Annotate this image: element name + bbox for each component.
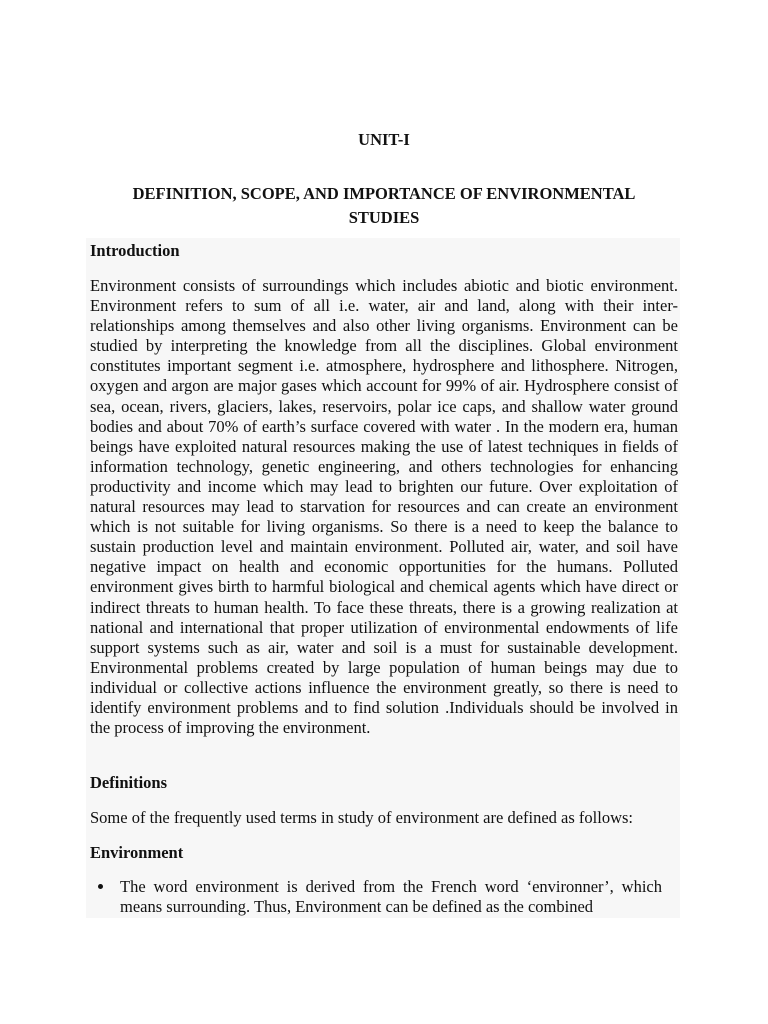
bullet-text: The word environment is derived from the French word ‘environner’, which means surrounding. Thus, Environment can be defined as the combined	[120, 877, 662, 916]
unit-title: UNIT-I	[358, 130, 410, 149]
definitions-heading: Definitions	[90, 773, 168, 792]
introduction-paragraph: Environment consists of surroundings which includes abiotic and biotic environment. Environment refers to sum of all i.e. water, air and land, along with their inter-relationships among themselves and also other living organisms. Environment can be studied by interpreting the knowledge from all the disciplines. Global environment constitutes important segment i.e. atmosphere, hydrosphere and lithosphere. Nitrogen, oxygen and argon are major gases which account for 99% of air. Hydrosphere consist of sea, ocean, rivers, glaciers, lakes, reservoirs, polar ice caps, and shallow water ground bodies and about 70% of earth’s surface covered with water . In the modern era, human beings have exploited natural resources making the use of latest techniques in fields of information technology, genetic engineering, and others technologies for enhancing productivity and income which may lead to brighten our future. Over exploitation of natural resources may lead to starvation for resources and can create an environment which is not suitable for living organisms. So there is a need to keep the balance to sustain production level and maintain environment. Polluted air, water, and soil have negative impact on health and economic opportunities for the humans. Polluted environment gives birth to harmful biological and chemical agents which have direct or indirect threats to human health. To face these threats, there is a growing realization at national and international that proper utilization of environmental endowments of life support systems such as air, water and soil is a must for sustainable development. Environmental problems created by large population of human beings may due to individual or collective actions influence the environment greatly, so there is need to identify environment problems and to find solution .Individuals should be involved in the process of improving the environment.	[90, 276, 678, 738]
bullet-icon	[98, 884, 103, 889]
environment-bullet-list	[90, 877, 678, 917]
introduction-heading: Introduction	[90, 241, 180, 260]
environment-heading: Environment	[90, 843, 184, 862]
definitions-paragraph: Some of the frequently used terms in study of environment are defined as follows:	[90, 808, 633, 827]
chapter-title: DEFINITION, SCOPE, AND IMPORTANCE OF ENVIRONMENTAL STUDIES	[132, 184, 636, 227]
list-item	[90, 877, 662, 917]
